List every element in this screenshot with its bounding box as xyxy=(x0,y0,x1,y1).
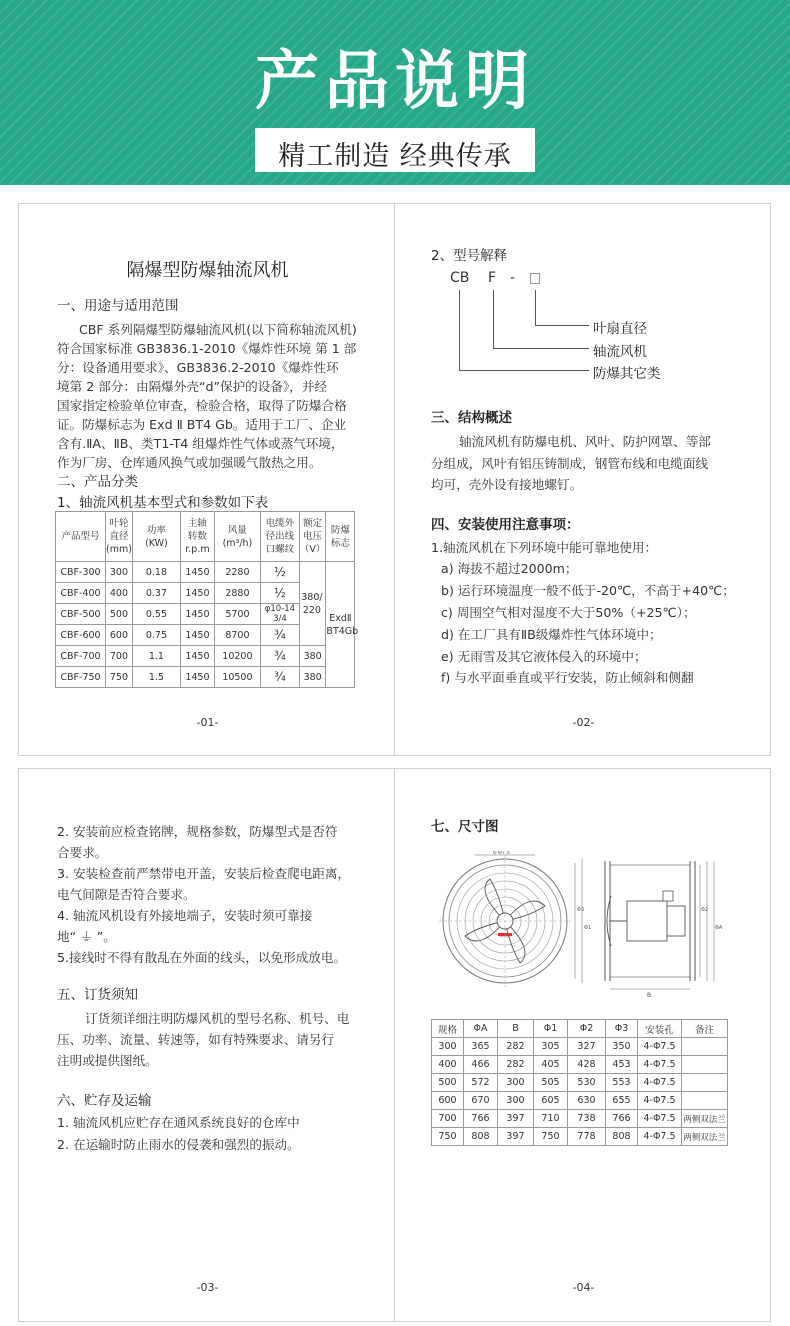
table-cell: CBF-750 xyxy=(56,667,106,688)
table-cell: ¾ xyxy=(260,646,299,667)
table-cell: 400 xyxy=(106,583,133,604)
table-cell: 4-Φ7.5 xyxy=(638,1038,682,1056)
table-row xyxy=(432,1092,728,1110)
table-cell: 405 xyxy=(534,1056,568,1074)
table-cell: ¾ xyxy=(260,625,299,646)
voltage-cell xyxy=(299,562,326,646)
section-1-line: 证。防爆标志为 Exd Ⅱ BT4 Gb。适用于工厂、企业 xyxy=(57,417,347,432)
section-3-line: 分组成，风叶有铝压铸制成，钢管布线和电缆面线 xyxy=(431,456,709,471)
header-cell xyxy=(180,512,214,562)
connector-line xyxy=(493,348,589,349)
table-cell: ΦA xyxy=(464,1020,498,1038)
page-number: -01- xyxy=(196,716,219,729)
table-cell: 1450 xyxy=(180,667,214,688)
section-4-item: e) 无雨雪及其它液体侵入的环境中； xyxy=(441,649,647,664)
table-row xyxy=(56,562,355,583)
label-phi3: Φ3 xyxy=(577,907,585,913)
table-cell: 700 xyxy=(432,1110,464,1128)
table-cell: 808 xyxy=(464,1128,498,1146)
table-cell: CBF-500 xyxy=(56,604,106,625)
label-b: B xyxy=(647,992,652,999)
cell-text: (m³/h) xyxy=(222,537,253,549)
table-cell: 750 xyxy=(106,667,133,688)
table-cell: CBF-300 xyxy=(56,562,106,583)
table-cell: 700 xyxy=(106,646,133,667)
table-cell: 两侧双法兰 xyxy=(682,1128,728,1146)
table-cell: 0.55 xyxy=(132,604,180,625)
table-cell: 553 xyxy=(606,1074,638,1092)
table-cell: 380 xyxy=(299,667,326,688)
table-cell: 5700 xyxy=(214,604,260,625)
table-cell: 1450 xyxy=(180,583,214,604)
table-cell: 1450 xyxy=(180,562,214,583)
section-1-line: 符合国家标准 GB3836.1-2010《爆炸性环境 第 1 部 xyxy=(57,341,357,356)
table-cell: 安装孔 xyxy=(638,1020,682,1038)
section-5-line: 订货须详细注明防爆风机的型号名称、机号、电 xyxy=(85,1011,350,1026)
table-cell: 766 xyxy=(606,1110,638,1128)
section-5-line: 注明或提供图纸。 xyxy=(57,1053,158,1068)
table-cell: CBF-600 xyxy=(56,625,106,646)
label-hole-spec: 6-Φ7.5 xyxy=(493,851,510,856)
section-1-line: 分：设备通用要求》、GB3836.2-2010《爆炸性环 xyxy=(57,360,339,375)
section-4-item: f) 与水平面垂直或平行安装，防止倾斜和侧翻 xyxy=(441,670,694,685)
table-cell: 4-Φ7.5 xyxy=(638,1074,682,1092)
page-number: -02- xyxy=(572,716,595,729)
table-row xyxy=(432,1110,728,1128)
label-phi2: Φ2 xyxy=(701,907,709,913)
cell-text: φ10-14 3/4 xyxy=(264,604,296,624)
table-cell: 750 xyxy=(432,1128,464,1146)
section-4-heading: 四、安装使用注意事项： xyxy=(431,517,580,533)
table-row xyxy=(432,1056,728,1074)
table-cell: 8700 xyxy=(214,625,260,646)
cell-text: 380/ 220 xyxy=(301,591,323,616)
section-4-item: c) 周围空气相对湿度不大于50%（+25℃）； xyxy=(441,605,696,620)
table-cell: 530 xyxy=(568,1074,606,1092)
table-cell: 655 xyxy=(606,1092,638,1110)
label-phi1: Φ1 xyxy=(584,925,592,931)
table-cell: 397 xyxy=(498,1110,534,1128)
table-cell xyxy=(682,1056,728,1074)
table-cell: 300 xyxy=(432,1038,464,1056)
install-item: 2. 安装前应检查铭牌，规格参数，防爆型式是否符 xyxy=(57,824,338,839)
section-7-heading: 七、尺寸图 xyxy=(431,819,499,835)
table-cell: 350 xyxy=(606,1038,638,1056)
table-cell: 1.5 xyxy=(132,667,180,688)
table-cell: 305 xyxy=(534,1038,568,1056)
table-cell: 630 xyxy=(568,1092,606,1110)
cell-text: 防爆 xyxy=(330,524,350,536)
section-1-heading: 一、用途与适用范围 xyxy=(57,298,179,314)
table-cell: 572 xyxy=(464,1074,498,1092)
connector-line xyxy=(459,290,460,370)
ex-mark-cell xyxy=(326,562,359,688)
table-row xyxy=(56,667,355,688)
table-header-row xyxy=(56,512,355,562)
table-cell: Φ2 xyxy=(568,1020,606,1038)
cell-text: 电缆外 xyxy=(265,518,295,529)
table-cell xyxy=(682,1038,728,1056)
table-cell: 365 xyxy=(464,1038,498,1056)
table-cell: 0.37 xyxy=(132,583,180,604)
cell-text: 风量 xyxy=(227,524,247,536)
cell-text: 功率 xyxy=(146,524,166,536)
table-cell: Φ1 xyxy=(534,1020,568,1038)
section-1-line: 国家指定检验单位审查，检验合格，取得了防爆合格 xyxy=(57,398,347,413)
header-cell xyxy=(214,512,260,562)
cell-text: ExdⅡ BT4Gb xyxy=(326,612,359,637)
table-cell: 808 xyxy=(606,1128,638,1146)
table-cell xyxy=(682,1092,728,1110)
section-3-line: 均可，壳外设有接地螺钉。 xyxy=(431,477,583,492)
table-cell: 2280 xyxy=(214,562,260,583)
label-phia: ΦA xyxy=(715,925,723,931)
manual-page-2 xyxy=(394,203,771,756)
table-row xyxy=(56,646,355,667)
cell-text: 主轴 xyxy=(187,518,207,529)
section-6-heading: 六、贮存及运输 xyxy=(57,1093,152,1109)
section-2-heading: 二、产品分类 xyxy=(57,474,138,490)
section-4-intro: 1.轴流风机在下列环境中能可靠地使用： xyxy=(431,540,658,555)
section-4-item: b) 运行环境温度一般不低于-20℃，不高于+40℃； xyxy=(441,583,735,598)
table-cell: 605 xyxy=(534,1092,568,1110)
cell-text: 叶轮 xyxy=(109,518,129,529)
table-cell: B xyxy=(498,1020,534,1038)
cell-text: r.p.m xyxy=(185,544,210,555)
table-cell: 4-Φ7.5 xyxy=(638,1092,682,1110)
manual-page-3 xyxy=(18,768,395,1322)
table-cell: ½ xyxy=(260,562,299,583)
cell-text: 径出线 xyxy=(265,531,295,542)
section-5-line: 压、功率、流量、转速等，如有特殊要求、请另行 xyxy=(57,1032,335,1047)
section-3-line: 轴流风机有防爆电机、风叶、防护网罩、等部 xyxy=(459,434,711,449)
banner-subtitle-box xyxy=(255,128,535,172)
section-1-line: CBF 系列隔爆型防爆轴流风机(以下简称轴流风机) xyxy=(79,322,357,337)
table-cell: 500 xyxy=(432,1074,464,1092)
table-cell: 670 xyxy=(464,1092,498,1110)
table-header-row xyxy=(432,1020,728,1038)
header-cell xyxy=(132,512,180,562)
banner-subtitle: 精工制造 经典传承 xyxy=(278,141,512,172)
section-4-item: a) 海拔不超过2000m； xyxy=(441,561,578,576)
header-cell xyxy=(326,512,355,562)
table-row xyxy=(432,1128,728,1146)
manual-page-1 xyxy=(18,203,395,756)
section-3-heading: 三、结构概述 xyxy=(431,410,512,426)
table-cell: 400 xyxy=(432,1056,464,1074)
cell-text: (mm) xyxy=(106,544,132,555)
table-cell xyxy=(682,1074,728,1092)
table-cell: 710 xyxy=(534,1110,568,1128)
header-cell xyxy=(260,512,299,562)
table-cell: 505 xyxy=(534,1074,568,1092)
header-cell xyxy=(56,512,106,562)
table-cell: 500 xyxy=(106,604,133,625)
table-cell: 10200 xyxy=(214,646,260,667)
model-code-cb: CB xyxy=(450,270,470,286)
cell-text: 产品型号 xyxy=(61,531,100,542)
header-cell xyxy=(106,512,133,562)
table-cell: CBF-400 xyxy=(56,583,106,604)
table-cell: 备注 xyxy=(682,1020,728,1038)
table-cell: 380 xyxy=(299,646,326,667)
install-item: 地“ ⏚ ”。 xyxy=(57,929,116,944)
section-5-heading: 五、订货须知 xyxy=(57,987,138,1003)
banner-title: 产品说明 xyxy=(255,45,535,119)
cell-text: 电压 xyxy=(303,531,323,542)
model-code-box xyxy=(530,273,540,284)
table-cell: 453 xyxy=(606,1056,638,1074)
table-cell xyxy=(260,604,299,625)
section-6-item: 1. 轴流风机应贮存在通风系统良好的仓库中 xyxy=(57,1115,300,1130)
table-cell: 规格 xyxy=(432,1020,464,1038)
table-row xyxy=(432,1074,728,1092)
section-1-line: 作为厂房、仓库通风换气或加强暖气散热之用。 xyxy=(57,455,322,470)
table-cell: 397 xyxy=(498,1128,534,1146)
fan-side-view xyxy=(605,861,714,989)
cell-text: (KW) xyxy=(145,537,168,549)
section-1-line: 含有.ⅡA、ⅡB、类T1-T4 组爆炸性气体或蒸气环境， xyxy=(57,436,344,451)
model-explain-heading: 2、型号解释 xyxy=(431,248,508,264)
table-cell: 300 xyxy=(498,1092,534,1110)
table-cell: 2880 xyxy=(214,583,260,604)
model-label: 叶扇直径 xyxy=(593,321,647,337)
table-cell: 466 xyxy=(464,1056,498,1074)
connector-line xyxy=(535,325,589,326)
table-cell: 428 xyxy=(568,1056,606,1074)
table-cell: 1450 xyxy=(180,625,214,646)
connector-line xyxy=(535,290,536,325)
table-cell: Φ3 xyxy=(606,1020,638,1038)
page-number: -03- xyxy=(196,1281,219,1294)
table-cell: 4-Φ7.5 xyxy=(638,1110,682,1128)
cell-text: 直径 xyxy=(109,531,129,542)
fan-parameter-table xyxy=(55,511,359,688)
table-cell: ¾ xyxy=(260,667,299,688)
model-code-f: F xyxy=(488,270,497,286)
section-1-line: 境第 2 部分：由隔爆外壳“d”保护的设备》，并经 xyxy=(57,379,328,394)
install-item: 合要求。 xyxy=(57,845,108,860)
table-cell: 1450 xyxy=(180,604,214,625)
product-title: 隔爆型防爆轴流风机 xyxy=(126,260,289,281)
install-item: 电气间隙是否符合要求。 xyxy=(57,887,196,902)
table-cell: ½ xyxy=(260,583,299,604)
header-banner xyxy=(0,0,790,185)
table-cell: 1450 xyxy=(180,646,214,667)
table-cell: 4-Φ7.5 xyxy=(638,1056,682,1074)
table-cell: 327 xyxy=(568,1038,606,1056)
table-cell: 10500 xyxy=(214,667,260,688)
cell-text: 标志 xyxy=(330,537,350,549)
table-cell: 738 xyxy=(568,1110,606,1128)
table-cell: 0.18 xyxy=(132,562,180,583)
manual-page-4 xyxy=(394,768,771,1322)
install-item: 3. 安装检查前严禁带电开盖，安装后检查爬电距离， xyxy=(57,866,351,881)
connector-line xyxy=(493,290,494,348)
table-cell: 600 xyxy=(106,625,133,646)
cell-text: 转数 xyxy=(187,531,207,542)
table-cell: 4-Φ7.5 xyxy=(638,1128,682,1146)
table-cell: CBF-700 xyxy=(56,646,106,667)
install-item: 4. 轴流风机设有外接地端子，安装时须可靠接 xyxy=(57,908,313,923)
header-cell xyxy=(299,512,326,562)
install-item: 5.接线时不得有散乱在外面的线头，以免形成放电。 xyxy=(57,950,347,965)
table-row xyxy=(432,1038,728,1056)
table-cell: 282 xyxy=(498,1038,534,1056)
table-cell: 1.1 xyxy=(132,646,180,667)
table-cell: 300 xyxy=(498,1074,534,1092)
page-number: -04- xyxy=(572,1281,595,1294)
table-cell: 750 xyxy=(534,1128,568,1146)
table-cell: 600 xyxy=(432,1092,464,1110)
cell-text: 额定 xyxy=(303,518,323,529)
cell-text: 口螺纹 xyxy=(265,544,295,555)
connector-line xyxy=(459,370,589,371)
fan-front-view xyxy=(439,855,585,987)
model-label: 防爆其它类 xyxy=(593,366,661,382)
section-2-subheading: 1、轴流风机基本型式和参数如下表 xyxy=(57,495,269,511)
model-label: 轴流风机 xyxy=(593,344,647,360)
section-4-item: d) 在工厂具有ⅡB级爆炸性气体环境中； xyxy=(441,627,662,642)
table-cell: 282 xyxy=(498,1056,534,1074)
fan-dimension-drawing xyxy=(435,851,725,1001)
section-6-item: 2. 在运输时防止雨水的侵袭和强烈的振动。 xyxy=(57,1137,300,1152)
table-cell: 两侧双法兰 xyxy=(682,1110,728,1128)
table-cell: 766 xyxy=(464,1110,498,1128)
table-cell: 778 xyxy=(568,1128,606,1146)
model-code-dash: - xyxy=(510,270,516,286)
table-cell: 300 xyxy=(106,562,133,583)
dimension-table xyxy=(431,1019,728,1146)
cell-text: （V） xyxy=(299,544,326,555)
table-cell: 0.75 xyxy=(132,625,180,646)
